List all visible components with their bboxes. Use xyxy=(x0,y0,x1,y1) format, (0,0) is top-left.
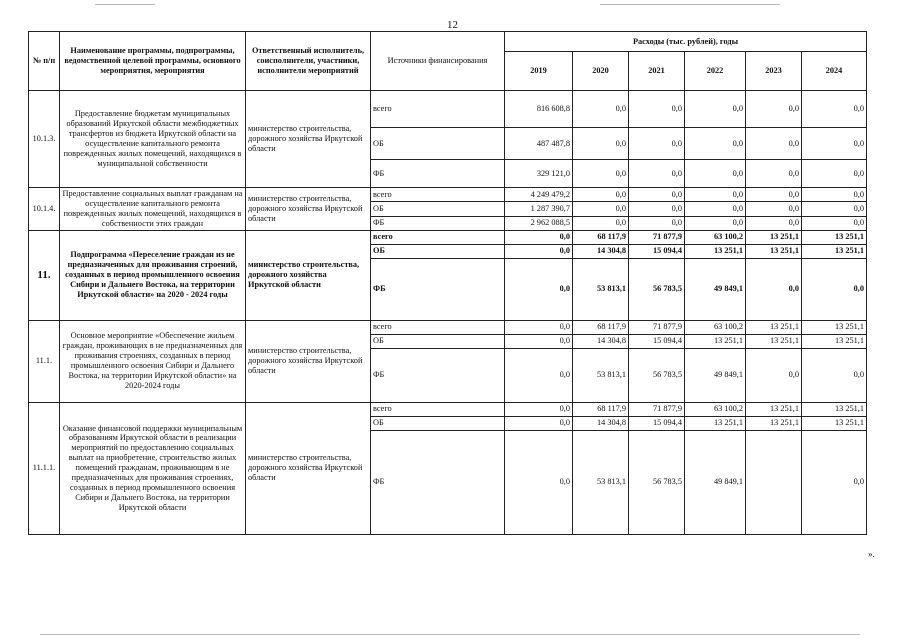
item-name: Подпрограмма «Переселение граждан из не предназначенных для проживания строений, созданных в период промышленного освоения Сибири и Дальнего Востока, на территории Иркутской области» на 2020 - 2024 годы xyxy=(60,230,246,320)
funding-source: ОБ xyxy=(371,244,505,258)
item-executor: министерство строительства, дорожного хозяйства Иркутской области xyxy=(246,91,371,188)
header-source: Источники финансирования xyxy=(371,32,505,91)
expense-value: 0,0 xyxy=(746,188,802,202)
expense-value: 71 877,9 xyxy=(629,230,685,244)
expense-value: 0,0 xyxy=(802,202,867,216)
funding-source: ОБ xyxy=(371,128,505,160)
expense-value: 0,0 xyxy=(746,216,802,230)
expense-value: 0,0 xyxy=(746,348,802,402)
expense-value: 0,0 xyxy=(505,230,573,244)
item-number: 11. xyxy=(29,230,60,320)
expense-value: 0,0 xyxy=(629,128,685,160)
expense-value: 15 094,4 xyxy=(629,334,685,348)
expense-value: 0,0 xyxy=(685,160,746,188)
expense-value: 0,0 xyxy=(746,128,802,160)
expense-value: 63 100,2 xyxy=(685,230,746,244)
expense-value: 0,0 xyxy=(573,91,629,128)
header-year: 2024 xyxy=(802,52,867,91)
expense-value: 49 849,1 xyxy=(685,258,746,320)
expense-value: 14 304,8 xyxy=(573,334,629,348)
header-executor: Ответственный исполнитель, соисполнители, участники, исполнители мероприятий xyxy=(246,32,371,91)
expense-value: 13 251,1 xyxy=(685,416,746,430)
expense-value: 0,0 xyxy=(746,258,802,320)
expense-value: 0,0 xyxy=(573,216,629,230)
header-year: 2022 xyxy=(685,52,746,91)
item-name: Предоставление социальных выплат гражданам на осуществление капитального ремонта поврежденных жилых помещений, находящихся в собственности этих граждан xyxy=(60,188,246,231)
expense-value: 0,0 xyxy=(802,188,867,202)
expense-value: 0,0 xyxy=(685,202,746,216)
expense-value: 13 251,1 xyxy=(802,244,867,258)
table-row xyxy=(29,188,867,202)
expense-value: 56 783,5 xyxy=(629,258,685,320)
expense-value: 329 121,0 xyxy=(505,160,573,188)
table-row xyxy=(29,402,867,416)
item-name: Основное мероприятие «Обеспечение жильем граждан, проживающих в не предназначенных для проживания строениях, созданных в период промышленного освоения Сибири и Дальнего Востока, на территории Иркутской области» на 2020-2024 годы xyxy=(60,320,246,402)
funding-source: всего xyxy=(371,402,505,416)
expense-value: 0,0 xyxy=(802,258,867,320)
expense-value: 0,0 xyxy=(505,430,573,534)
expense-value: 0,0 xyxy=(629,91,685,128)
expense-value: 53 813,1 xyxy=(573,258,629,320)
expense-value: 68 117,9 xyxy=(573,320,629,334)
table-row xyxy=(29,91,867,128)
scan-artifact-top xyxy=(600,4,780,5)
expense-value: 816 608,8 xyxy=(505,91,573,128)
expense-value: 0,0 xyxy=(629,216,685,230)
header-year: 2019 xyxy=(505,52,573,91)
expense-value: 0,0 xyxy=(573,128,629,160)
expense-value: 0,0 xyxy=(746,91,802,128)
expense-value: 56 783,5 xyxy=(629,348,685,402)
item-executor: министерство строительства, дорожного хозяйства Иркутской области xyxy=(246,320,371,402)
header-name: Наименование программы, подпрограммы, ведомственной целевой программы, основного мероприятия, мероприятия xyxy=(60,32,246,91)
expense-value: 49 849,1 xyxy=(685,430,746,534)
item-executor: министерство строительства, дорожного хозяйства Иркутской области xyxy=(246,188,371,231)
expense-value: 15 094,4 xyxy=(629,416,685,430)
item-number: 11.1.1. xyxy=(29,402,60,534)
item-number: 10.1.4. xyxy=(29,188,60,231)
expense-value: 53 813,1 xyxy=(573,430,629,534)
expense-value: 487 487,8 xyxy=(505,128,573,160)
header-year: 2023 xyxy=(746,52,802,91)
expense-value: 13 251,1 xyxy=(746,244,802,258)
expense-value: 0,0 xyxy=(802,348,867,402)
budget-table xyxy=(28,31,867,535)
item-executor: министерство строительства, дорожного хозяйства Иркутской области xyxy=(246,230,371,320)
expense-value: 0,0 xyxy=(802,128,867,160)
funding-source: ФБ xyxy=(371,160,505,188)
expense-value: 0,0 xyxy=(629,202,685,216)
expense-value: 63 100,2 xyxy=(685,320,746,334)
funding-source: ОБ xyxy=(371,202,505,216)
funding-source: ОБ xyxy=(371,334,505,348)
expense-value: 14 304,8 xyxy=(573,416,629,430)
closing-quote: ». xyxy=(868,549,875,559)
item-name: Предоставление бюджетам муниципальных образований Иркутской области межбюджетных трансфертов из бюджета Иркутской области на осуществление капитального ремонта поврежденных жилых помещений, находящихся в муниципальной собственности xyxy=(60,91,246,188)
expense-value: 0,0 xyxy=(802,91,867,128)
expense-value: 0,0 xyxy=(573,160,629,188)
expense-value: 0,0 xyxy=(629,160,685,188)
expense-value: 0,0 xyxy=(505,244,573,258)
table-row xyxy=(29,320,867,334)
expense-value: 71 877,9 xyxy=(629,402,685,416)
expense-value: 13 251,1 xyxy=(746,416,802,430)
funding-source: ФБ xyxy=(371,258,505,320)
expense-value: 0,0 xyxy=(573,202,629,216)
expense-value: 0,0 xyxy=(505,348,573,402)
item-name: Оказание финансовой поддержки муниципальным образованиям Иркутской области в реализации мероприятий по предоставлению социальных выплат на приобретение, строительство жилых помещений гражданам, проживающим в не предназначенных для проживания строениях, созданных в период промышленного освоения Сибири и Дальнего Востока, на территории Иркутской области xyxy=(60,402,246,534)
expense-value: 0,0 xyxy=(802,430,867,534)
header-year: 2020 xyxy=(573,52,629,91)
expense-value: 2 962 088,5 xyxy=(505,216,573,230)
funding-source: всего xyxy=(371,320,505,334)
expense-value: 0,0 xyxy=(802,160,867,188)
expense-value: 49 849,1 xyxy=(685,348,746,402)
scan-artifact-bottom xyxy=(40,634,860,635)
header-num: № п/п xyxy=(29,32,60,91)
header-expenses: Расходы (тыс. рублей), годы xyxy=(505,32,867,52)
funding-source: всего xyxy=(371,91,505,128)
expense-value: 53 813,1 xyxy=(573,348,629,402)
expense-value: 13 251,1 xyxy=(802,334,867,348)
expense-value: 0,0 xyxy=(505,258,573,320)
funding-source: ФБ xyxy=(371,216,505,230)
funding-source: всего xyxy=(371,230,505,244)
page-number: 12 xyxy=(447,19,458,31)
expense-value: 13 251,1 xyxy=(746,320,802,334)
expense-value: 0,0 xyxy=(505,320,573,334)
item-number: 11.1. xyxy=(29,320,60,402)
expense-value: 0,0 xyxy=(746,160,802,188)
item-number: 10.1.3. xyxy=(29,91,60,188)
expense-value: 0,0 xyxy=(685,216,746,230)
expense-value: 0,0 xyxy=(505,334,573,348)
expense-value: 0,0 xyxy=(802,216,867,230)
expense-value: 56 783,5 xyxy=(629,430,685,534)
expense-value: 4 249 479,2 xyxy=(505,188,573,202)
expense-value: 13 251,1 xyxy=(802,230,867,244)
funding-source: ФБ xyxy=(371,430,505,534)
expense-value: 0,0 xyxy=(505,416,573,430)
expense-value: 0,0 xyxy=(573,188,629,202)
expense-value: 15 094,4 xyxy=(629,244,685,258)
expense-value: 14 304,8 xyxy=(573,244,629,258)
expense-value: 1 287 390,7 xyxy=(505,202,573,216)
expense-value: 13 251,1 xyxy=(746,402,802,416)
expense-value: 63 100,2 xyxy=(685,402,746,416)
expense-value: 0,0 xyxy=(685,91,746,128)
expense-value: 0,0 xyxy=(685,188,746,202)
header-year: 2021 xyxy=(629,52,685,91)
expense-value: 68 117,9 xyxy=(573,402,629,416)
expense-value: 13 251,1 xyxy=(746,230,802,244)
expense-value: 68 117,9 xyxy=(573,230,629,244)
table-row xyxy=(29,230,867,244)
expense-value: 71 877,9 xyxy=(629,320,685,334)
expense-value: 13 251,1 xyxy=(802,416,867,430)
funding-source: всего xyxy=(371,188,505,202)
expense-value: 0,0 xyxy=(505,402,573,416)
expense-value: 13 251,1 xyxy=(802,402,867,416)
expense-value: 13 251,1 xyxy=(802,320,867,334)
funding-source: ОБ xyxy=(371,416,505,430)
funding-source: ФБ xyxy=(371,348,505,402)
expense-value xyxy=(746,430,802,534)
item-executor: министерство строительства, дорожного хозяйства Иркутской области xyxy=(246,402,371,534)
expense-value: 0,0 xyxy=(746,202,802,216)
expense-value: 13 251,1 xyxy=(685,244,746,258)
expense-value: 13 251,1 xyxy=(746,334,802,348)
expense-value: 0,0 xyxy=(685,128,746,160)
scan-artifact-top xyxy=(95,4,155,5)
expense-value: 13 251,1 xyxy=(685,334,746,348)
expense-value: 0,0 xyxy=(629,188,685,202)
